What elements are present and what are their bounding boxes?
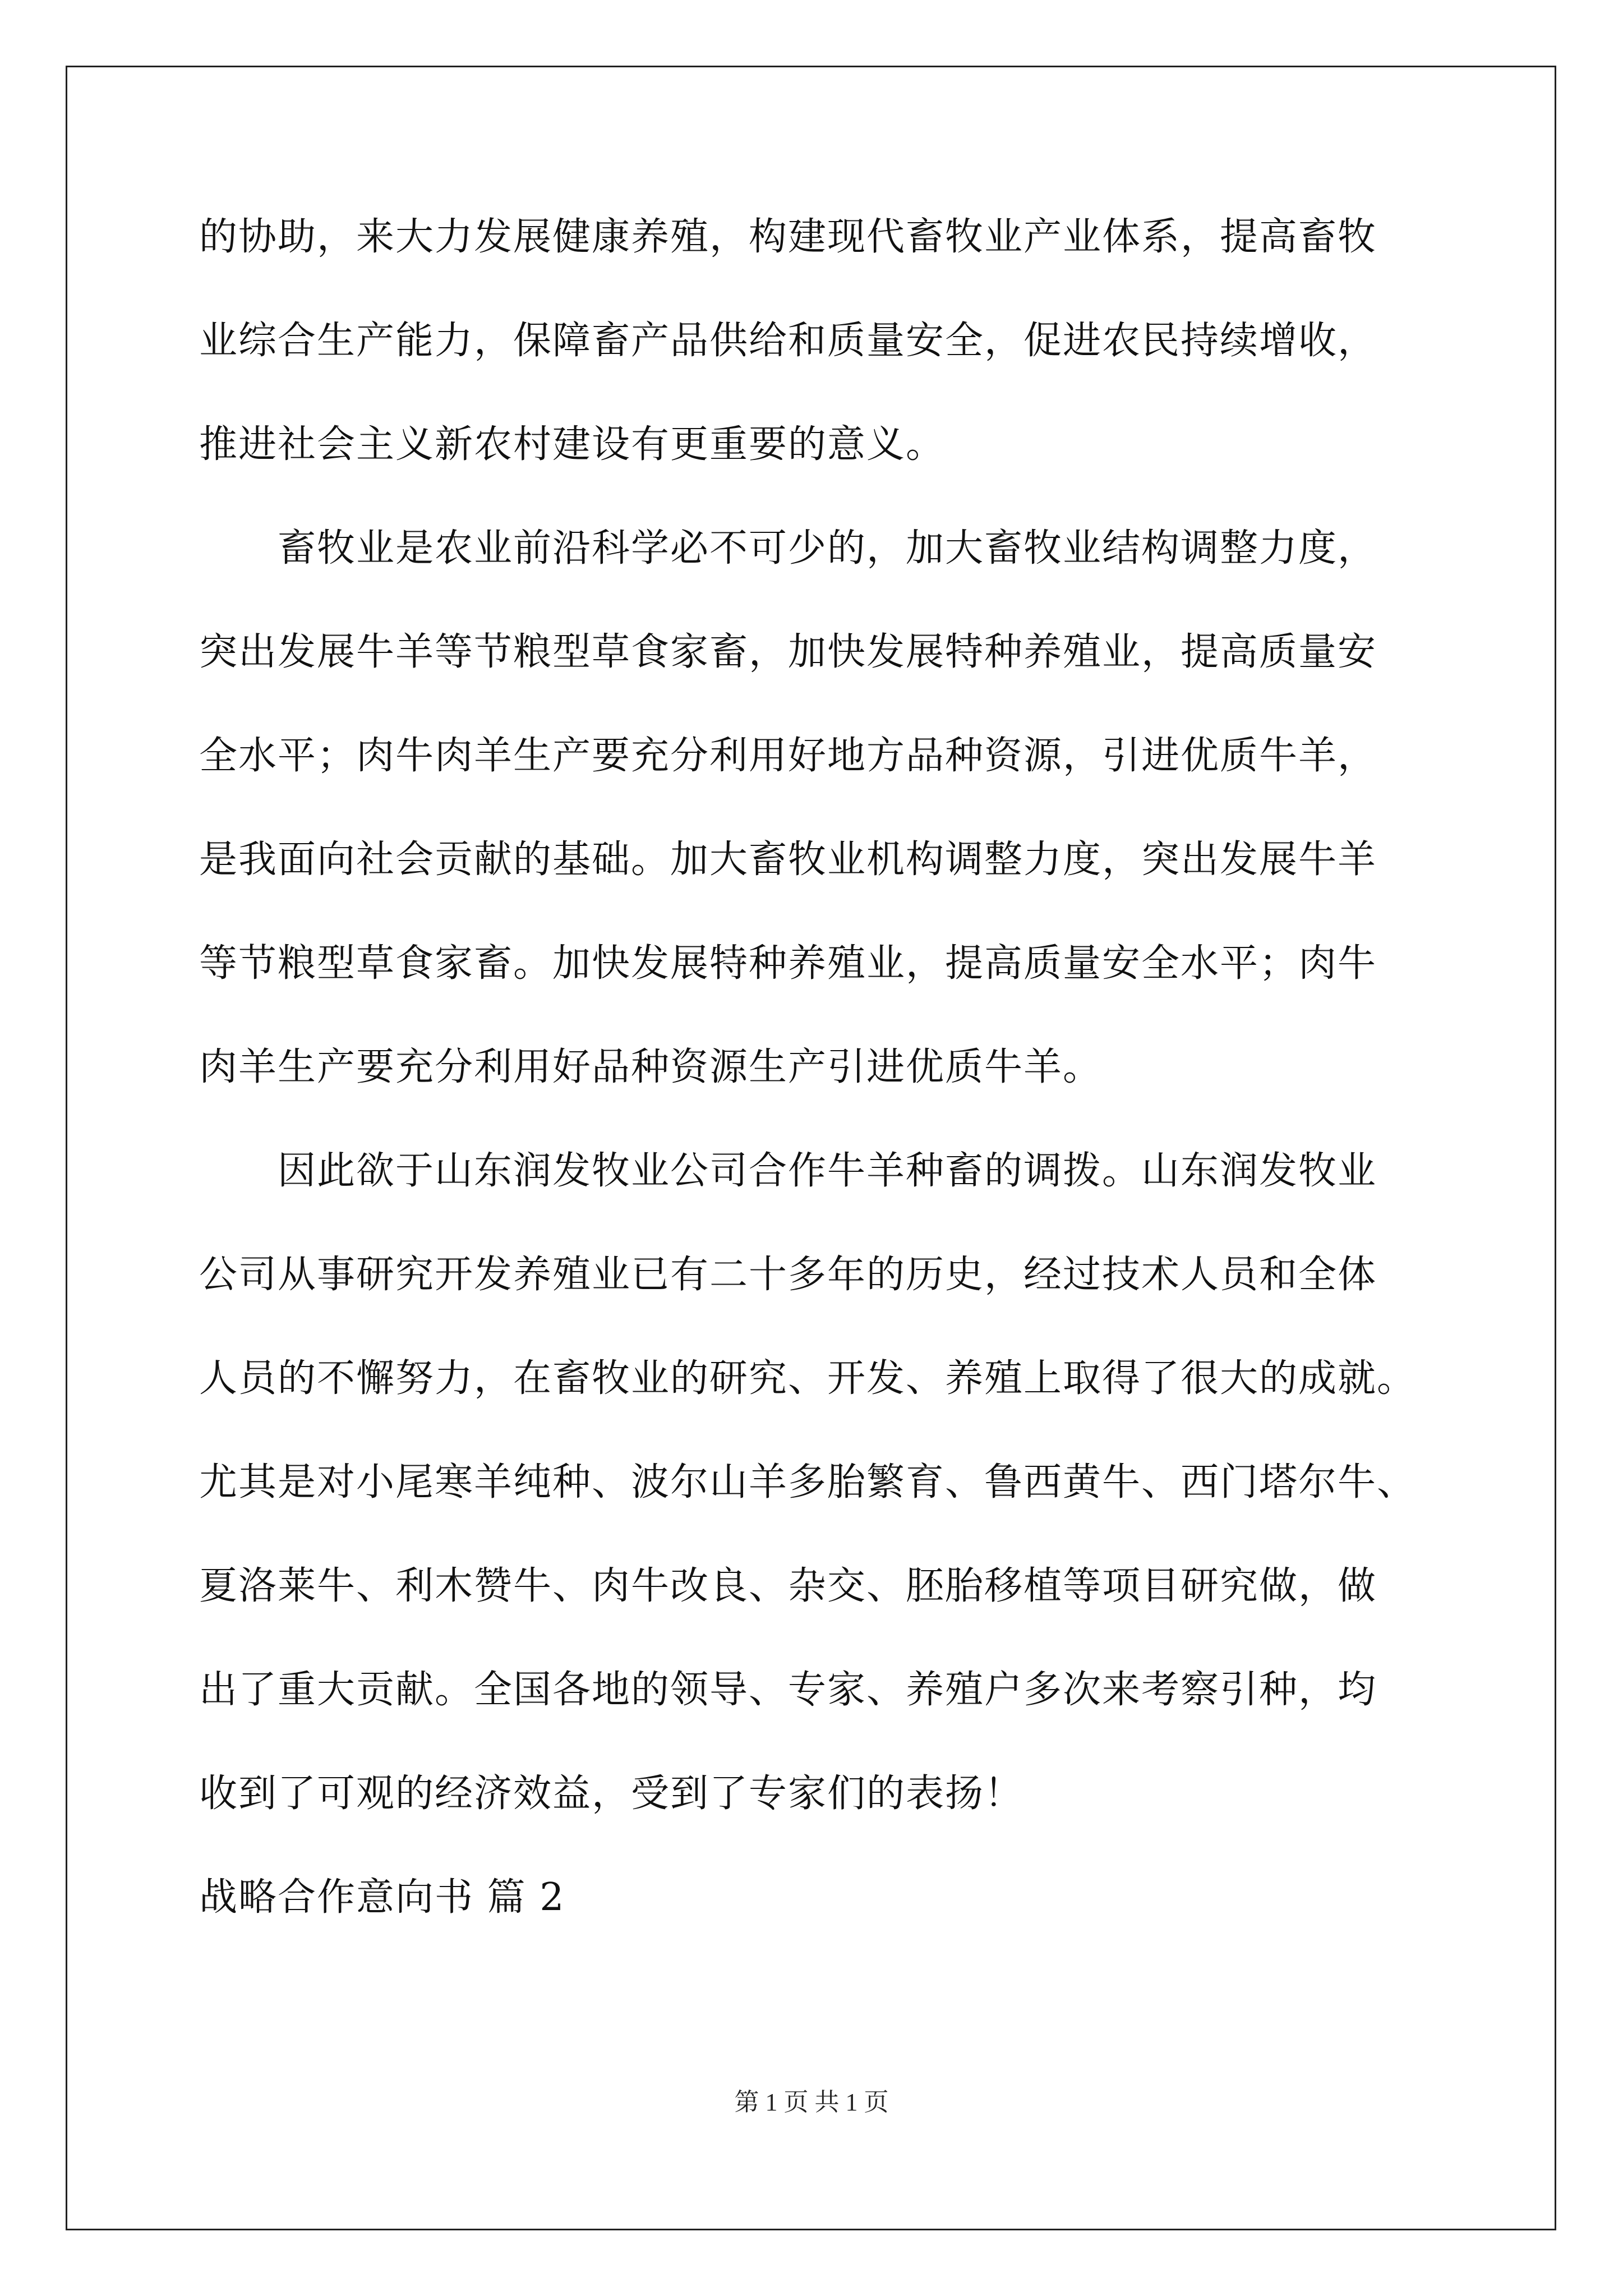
- text-line: 夏洛莱牛、利木赞牛、肉牛改良、杂交、胚胎移植等项目研究做，做: [199, 1564, 1377, 1608]
- text-line: 收到了可观的经济效益，受到了专家们的表扬！: [199, 1772, 1024, 1816]
- text-line: 因此欲于山东润发牧业公司合作牛羊种畜的调拨。山东润发牧业: [199, 1149, 1377, 1193]
- document-body: [199, 213, 1450, 1921]
- text-line: 公司从事研究开发养殖业已有二十多年的历史，经过技术人员和全体: [199, 1253, 1377, 1297]
- text-line: 出了重大贡献。全国各地的领导、专家、养殖户多次来考察引种，均: [199, 1668, 1377, 1712]
- text-line: 肉羊生产要充分利用好品种资源生产引进优质牛羊。: [199, 1045, 1103, 1089]
- text-line: 畜牧业是农业前沿科学必不可少的，加大畜牧业结构调整力度，: [199, 526, 1377, 570]
- text-line: 突出发展牛羊等节粮型草食家畜，加快发展特种养殖业，提高质量安: [199, 630, 1377, 674]
- text-line: 尤其是对小尾寒羊纯种、波尔山羊多胎繁育、鲁西黄牛、西门塔尔牛、: [199, 1460, 1417, 1504]
- text-line: 是我面向社会贡献的基础。加大畜牧业机构调整力度，突出发展牛羊: [199, 838, 1377, 882]
- text-line: 全水平；肉牛肉羊生产要充分利用好地方品种资源，引进优质牛羊，: [199, 734, 1377, 778]
- text-line: 等节粮型草食家畜。加快发展特种养殖业，提高质量安全水平；肉牛: [199, 941, 1377, 986]
- text-line: 业综合生产能力，保障畜产品供给和质量安全，促进农民持续增收，: [199, 319, 1377, 363]
- text-line: 人员的不懈努力，在畜牧业的研究、开发、养殖上取得了很大的成就。: [199, 1356, 1417, 1401]
- text-line: 推进社会主义新农村建设有更重要的意义。: [199, 422, 946, 467]
- text-line: 的协助，来大力发展健康养殖，构建现代畜牧业产业体系，提高畜牧: [199, 215, 1377, 259]
- page-footer: 第 1 页 共 1 页: [734, 2088, 889, 2116]
- section-heading: 战略合作意向书 篇 2: [199, 1875, 565, 1920]
